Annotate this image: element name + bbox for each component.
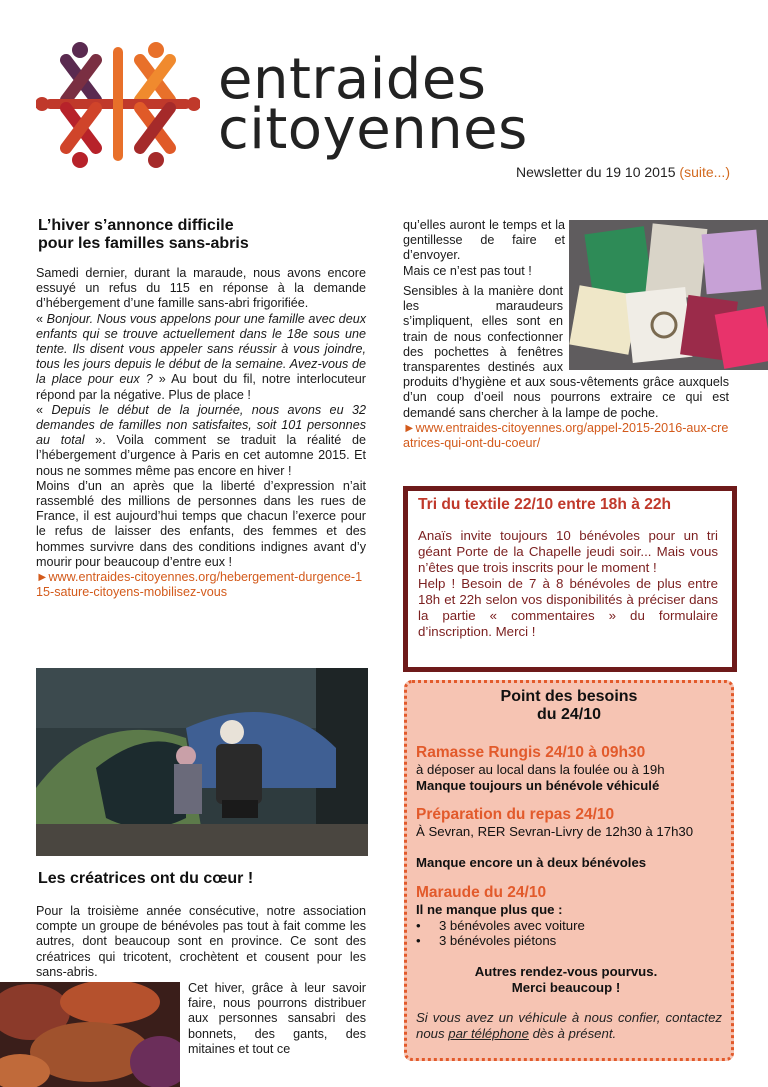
other-appointments <box>416 964 716 996</box>
besoins-box <box>404 680 734 1061</box>
article2-title: Les créatrices ont du cœur ! <box>38 870 254 887</box>
article2-pouches-paragraph: Sensibles à la manière dont les maraudeurs s’impliquent, elles sont en train de nous confectionner des pochettes à fenêtres transparentes destinés aux produits d’hygiène et aux sous-vêtements grâce auxquels d’un coup d’oeil nous pourrons extraire ce qui est demandé sans chercher à la lampe de poche. <box>403 284 729 420</box>
tri-textile-body <box>418 528 718 640</box>
besoins-title-line2: du 24/10 <box>536 706 602 723</box>
maraude-item-text: 3 bénévoles piétons <box>438 933 557 948</box>
rungis-text: à déposer au local dans la foulée ou à 19h <box>416 762 665 777</box>
maraude-item: • 3 bénévoles piétons <box>416 933 557 948</box>
newsletter-date <box>516 164 730 180</box>
vehicle-note-end: dès à présent. <box>528 1025 617 1041</box>
article2-continued <box>403 218 565 279</box>
newsletter-label: Newsletter du 19 10 2015 <box>515 164 676 180</box>
tri-textile-paragraph: Help ! Besoin de 7 à 8 bénévoles de plus entre 18h et 22h selon vos disponibilités à préciser dans la partie « commentaires » du formulaire d’inscription. Merci ! <box>418 576 718 639</box>
brand-name-line1: entraides <box>218 47 487 112</box>
tri-textile-paragraph: Anaïs invite toujours 10 bénévoles pour un tri géant Porte de la Chapelle jeudi soir... Mais vous n’êtes que trois inscrits pour le moment ! <box>418 528 718 575</box>
quote-italic: Bonjour. Nous vous appelons pour une famille avec deux enfants qui se trouve actuellement dans le 18e sous une tente. Ils disent vous appeler sans réussir à vous joindre, tous les jours depuis le début de la semaine. Avez-vous de la place pour eux ? <box>36 311 366 387</box>
rungis-need: Manque toujours un bénévole véhiculé <box>416 778 660 793</box>
article1-quote2 <box>36 403 366 479</box>
article1-paragraph: Samedi dernier, durant la maraude, nous avons encore essuyé un refus du 115 en réponse à la demande d’hébergement d’une famille sans-abri frigorifiée. <box>36 266 366 311</box>
article2-paragraph-start: Cet hiver, grâce à leur savoir faire, nous pourrons distribuer aux personnes sansabri des bonnets, des gants, des mitaines et tout ce <box>188 981 366 1056</box>
maraude-item-text: 3 bénévoles avec voiture <box>438 918 585 933</box>
article1-body <box>36 266 366 600</box>
pouches-photo-spacer <box>563 284 729 372</box>
besoins-title-line1: Point des besoins <box>500 688 638 705</box>
other-line1: Autres rendez-vous pourvus. <box>474 964 658 979</box>
tri-textile-title: Tri du textile 22/10 entre 18h à 22h <box>418 496 672 513</box>
quote-open: « <box>36 311 47 326</box>
quote-italic: Depuis le début de la journée, nous avons eu 32 demandes de familles non satisfaites, soit 101 personnes au total <box>36 402 366 448</box>
maraude-item: • 3 bénévoles avec voiture <box>416 918 585 933</box>
knitted-items-photo <box>0 982 180 1087</box>
article2-paragraph: Mais ce n’est pas tout ! <box>403 263 532 278</box>
repas-title: Préparation du repas 24/10 <box>416 806 615 823</box>
article1-paragraph: Moins d’un an après que la liberté d’expression n’ait rassemblé des millions de personnes dans les rues de France, il est aujourd’hui temps que chacun l’exerce pour le refus de laisser des enfants, des femmes et des hommes survivre dans des conditions indignes avant d’y mourir pour beaucoup d’entre eux ! <box>36 478 366 569</box>
vehicle-note <box>416 1010 722 1041</box>
vehicle-note-start: Si vous avez un véhicule à nous confier, contactez nous <box>416 1010 722 1041</box>
quote-rest: ». Voila comment se traduit la réalité de l’hébergement d’urgence à Paris en cet automne 2015. Et nous ne sommes même pas encore en hiver ! <box>36 433 366 478</box>
newsletter-suite: (suite...) <box>679 164 730 180</box>
repas-text: À Sevran, RER Sevran-Livry de 12h30 à 17h30 <box>416 824 694 839</box>
article2-link[interactable]: ►www.entraides-citoyennes.org/appel-2015-2016-aux-creatrices-qui-ont-du-coeur/ <box>403 420 729 451</box>
article2-paragraph-cont: qu’elles auront le temps et la gentillesse de faire et d’envoyer. <box>403 218 565 263</box>
entraides-citoyennes-logo <box>36 38 200 170</box>
article1-link[interactable]: ►www.entraides-citoyennes.org/hebergement-durgence-115-sature-citoyens-mobilisez-vous <box>36 570 363 600</box>
homeless-tent-photo <box>36 668 368 856</box>
article1-title-line1: L’hiver s’annonce difficile <box>38 217 234 234</box>
quote-rest: » Au bout du fil, notre interlocuteur répond par la négative. Plus de place ! <box>36 372 367 402</box>
phone-link[interactable]: par téléphone <box>448 1025 529 1041</box>
maraude-title: Maraude du 24/10 <box>416 884 547 901</box>
article2-pouches-flow <box>403 284 729 451</box>
article2-intro: Pour la troisième année consécutive, notre association compte un groupe de bénévoles pas tout à fait comme les autres, dont beaucoup sont en province. Ce sont des créatrices qui tricotent, crochètent et cousent pour les sans-abris. <box>36 904 366 979</box>
other-line2: Merci beaucoup ! <box>511 980 621 995</box>
quote-open: « <box>36 402 52 417</box>
maraude-need: Il ne manque plus que : <box>416 902 563 917</box>
article1-quote1 <box>36 312 366 403</box>
besoins-title <box>404 688 734 724</box>
repas-need: Manque encore un à deux bénévoles <box>416 855 647 870</box>
article1-title <box>38 217 249 253</box>
brand-name-line2: citoyennes <box>218 97 528 162</box>
article1-title-line2: pour les familles sans-abris <box>38 235 249 252</box>
rungis-title: Ramasse Rungis 24/10 à 09h30 <box>416 744 646 761</box>
